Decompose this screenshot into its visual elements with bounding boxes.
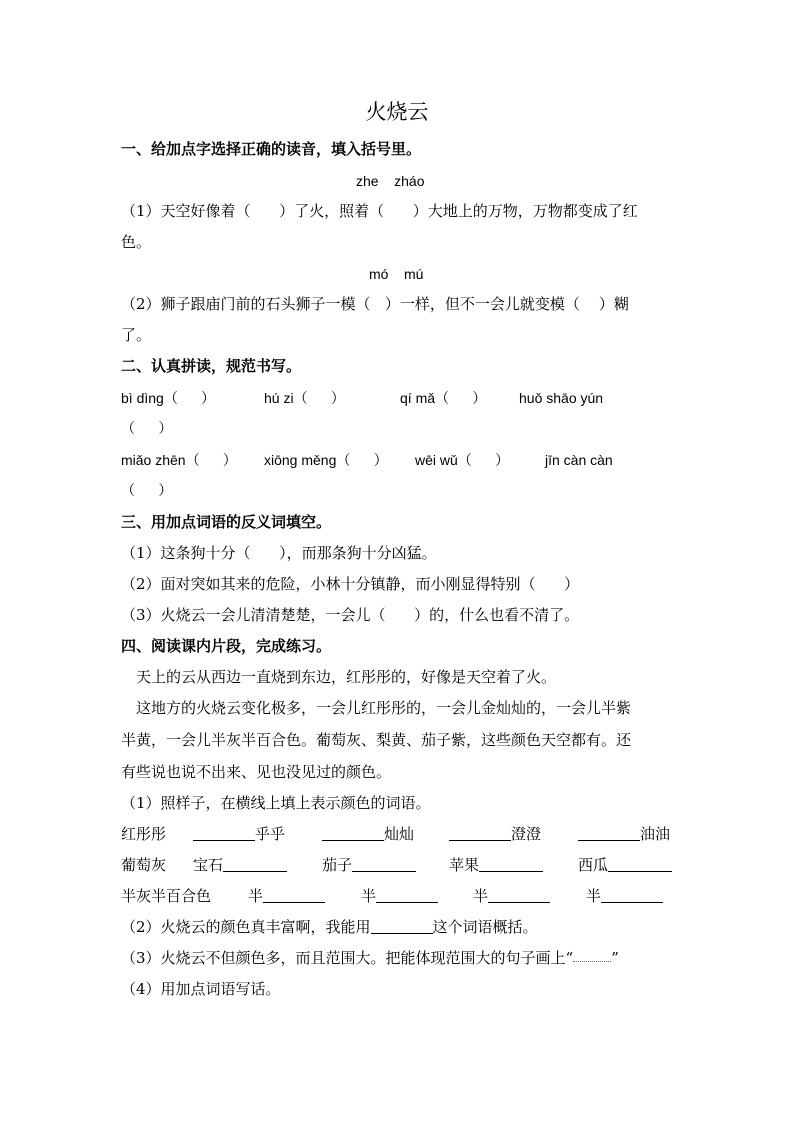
color-word-cell: 半 xyxy=(361,886,438,906)
pinyin-item-wei-wu: wēi wǔ（ ） xyxy=(415,452,510,468)
answer-blank[interactable] xyxy=(193,826,255,841)
color-word-cell: 西瓜 xyxy=(578,855,672,875)
question-4-3: （3）火烧云不但颜色多，而且范围大。把能体现范围大的句子画上“ ” xyxy=(121,949,619,967)
pinyin-item-jin-can-can: jīn càn càn xyxy=(545,452,613,468)
color-word-example: 红彤彤 xyxy=(121,825,167,843)
answer-blank[interactable] xyxy=(449,826,511,841)
page-title: 火烧云 xyxy=(365,100,429,124)
color-word-cell: 乎乎 xyxy=(193,824,285,844)
pinyin-item-jin-can-can-blank: （ ） xyxy=(121,482,173,498)
color-word-cell: 茄子 xyxy=(322,855,416,875)
question-4-1: （1）照样子，在横线上填上表示颜色的词语。 xyxy=(121,794,431,812)
pinyin-item-huo-shao-yun: huǒ shāo yún xyxy=(519,390,604,406)
answer-blank[interactable] xyxy=(322,826,384,841)
wavy-line-mark xyxy=(573,951,611,962)
answer-blank[interactable] xyxy=(578,826,640,841)
section-3-heading: 三、用加点词语的反义词填空。 xyxy=(121,513,332,531)
question-4-4: （4）用加点词语写话。 xyxy=(121,980,281,998)
section-1-heading: 一、给加点字选择正确的读音，填入括号里。 xyxy=(121,140,422,158)
section-2-heading: 二、认真拼读，规范书写。 xyxy=(121,357,302,375)
answer-blank[interactable] xyxy=(263,888,325,903)
pinyin-item-miao-zhen: miǎo zhēn（ ） xyxy=(121,452,237,468)
pinyin-item-qi-ma: qí mǎ（ ） xyxy=(400,390,487,406)
section-4-heading: 四、阅读课内片段，完成练习。 xyxy=(121,637,332,655)
answer-blank[interactable] xyxy=(488,888,550,903)
color-word-example: 半灰半百合色 xyxy=(121,887,212,905)
answer-blank[interactable] xyxy=(479,857,543,872)
question-4-2: （2）火烧云的颜色真丰富啊，我能用 这个词语概括。 xyxy=(121,918,538,936)
passage-paragraph-2-line-3: 有些说也说不出来、见也没见过的颜色。 xyxy=(121,763,392,781)
passage-paragraph-1: 天上的云从西边一直烧到东边，红彤彤的，好像是天空着了火。 xyxy=(136,668,557,686)
color-word-cell: 油油 xyxy=(578,824,670,844)
color-word-cell: 宝石 xyxy=(193,855,287,875)
question-3-1: （1）这条狗十分（ ），而那条狗十分凶猛。 xyxy=(121,544,437,562)
answer-blank[interactable] xyxy=(376,888,438,903)
color-word-cell: 灿灿 xyxy=(322,824,414,844)
pinyin-item-hu-zi: hú zi（ ） xyxy=(264,390,345,406)
pinyin-item-xiong-meng: xiōng měng（ ） xyxy=(264,452,388,468)
question-3-2: （2）面对突如其来的危险，小林十分镇静，而小刚显得特别（ ） xyxy=(121,575,580,593)
answer-blank[interactable] xyxy=(608,857,672,872)
pinyin-item-huo-shao-yun-blank: （ ） xyxy=(121,420,173,436)
color-word-example: 葡萄灰 xyxy=(121,856,167,874)
passage-paragraph-2-line-1: 这地方的火烧云变化极多，一会儿红彤彤的，一会儿金灿灿的，一会儿半紫 xyxy=(136,699,632,717)
question-1-2-line-1: （2）狮子跟庙门前的石头狮子一模（ ）一样，但不一会儿就变模（ ）糊 xyxy=(121,295,629,313)
question-1-2-line-2: 了。 xyxy=(121,326,152,344)
answer-blank[interactable] xyxy=(371,919,433,934)
passage-paragraph-2-line-2: 半黄，一会儿半灰半百合色。葡萄灰、梨黄、茄子紫，这些颜色天空都有。还 xyxy=(121,731,632,749)
pinyin-item-bi-ding: bì dìng（ ） xyxy=(121,390,216,406)
question-3-3: （3）火烧云一会儿清清楚楚，一会儿（ ）的，什么也看不清了。 xyxy=(121,606,580,624)
answer-blank[interactable] xyxy=(223,857,287,872)
color-word-cell: 半 xyxy=(473,886,550,906)
pinyin-options-1: zhe zháo xyxy=(356,173,425,189)
answer-blank[interactable] xyxy=(601,888,663,903)
color-word-cell: 苹果 xyxy=(449,855,543,875)
color-word-cell: 半 xyxy=(586,886,663,906)
answer-blank[interactable] xyxy=(352,857,416,872)
question-1-1-line-2: 色。 xyxy=(121,233,152,251)
color-word-cell: 澄澄 xyxy=(449,824,541,844)
question-1-1-line-1: （1）天空好像着（ ）了火，照着（ ）大地上的万物，万物都变成了红 xyxy=(121,202,638,220)
pinyin-options-2: mó mú xyxy=(369,266,424,282)
color-word-cell: 半 xyxy=(248,886,325,906)
